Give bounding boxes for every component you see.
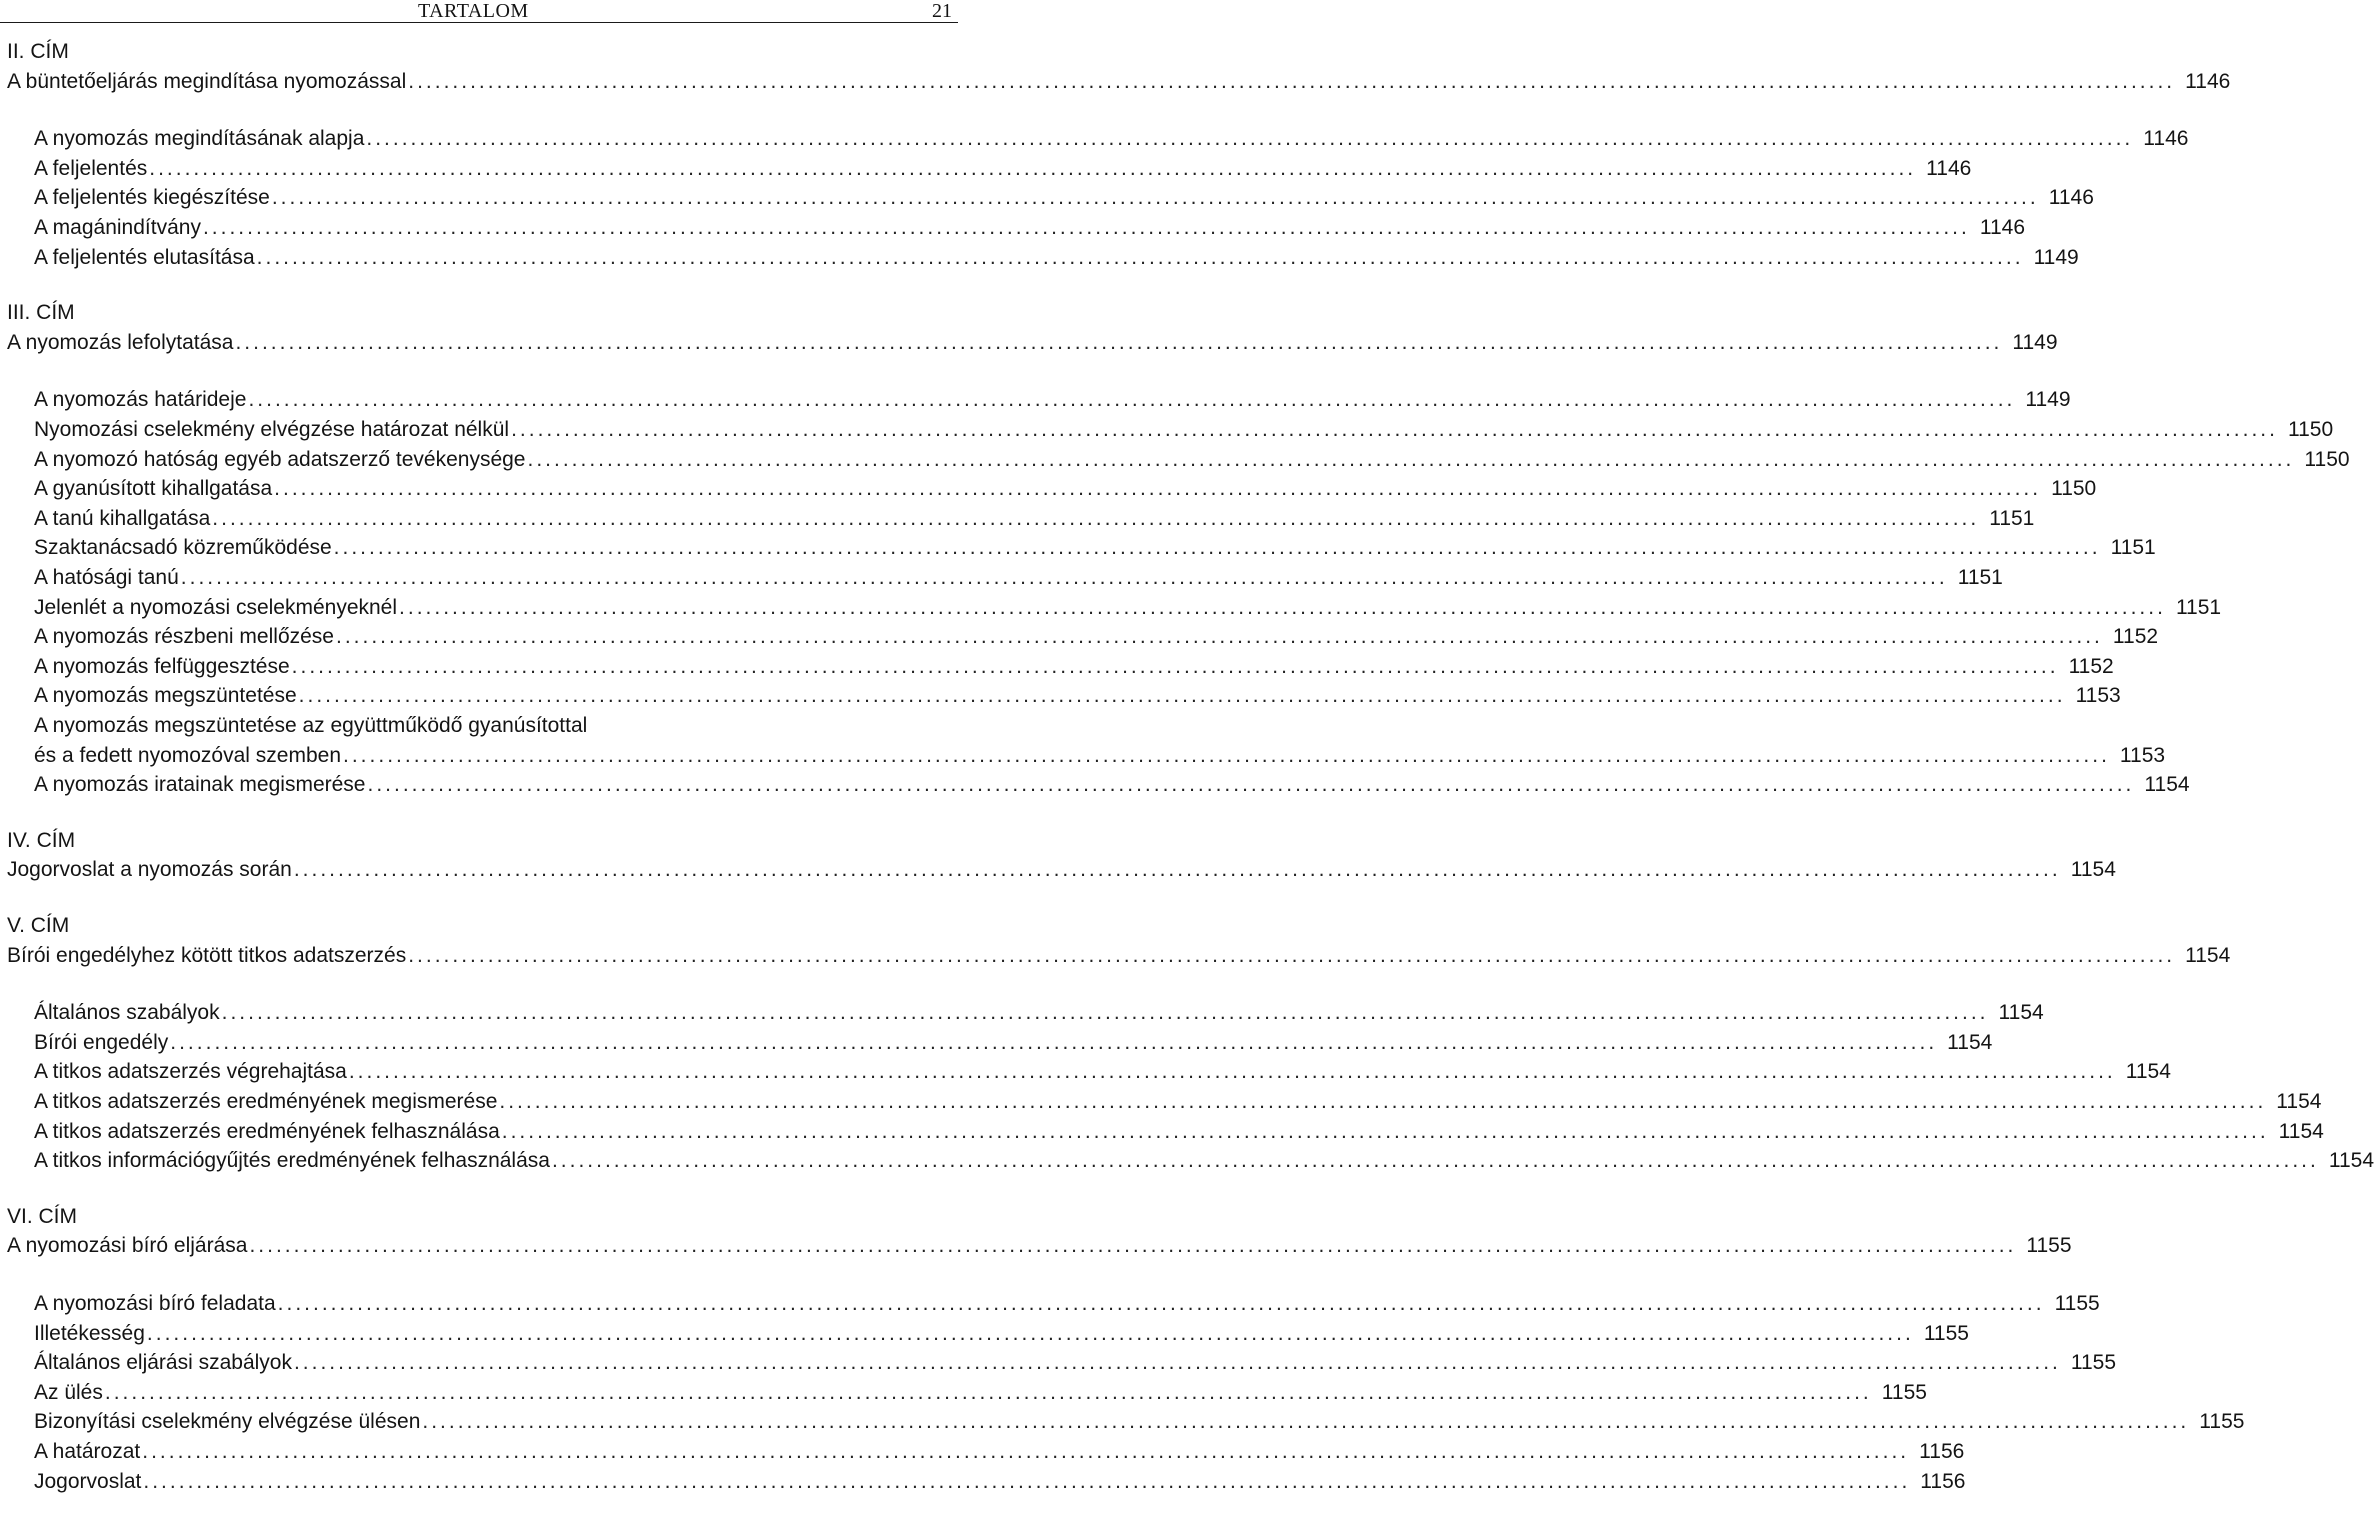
section-title bbox=[7, 855, 2116, 885]
section-title-label: A büntetőeljárás megindítása nyomozással bbox=[7, 69, 407, 93]
toc-entry-page: 1154 bbox=[2328, 1149, 2374, 1173]
toc-entry-page: 1151 bbox=[2175, 595, 2222, 619]
toc-entry bbox=[34, 213, 2026, 243]
section-title-page: 1155 bbox=[2026, 1234, 2072, 1258]
toc-entry-label: A nyomozás határideje bbox=[34, 388, 247, 412]
toc-entry bbox=[34, 533, 2156, 563]
toc-entry-label: A titkos adatszerzés végrehajtása bbox=[34, 1060, 347, 1084]
dot-leader: ........................................................................................................................................................................................................ bbox=[527, 447, 2295, 471]
toc-entry bbox=[34, 474, 2097, 504]
toc-entry bbox=[34, 711, 958, 741]
dot-leader: ........................................................................................................................................................................................................ bbox=[291, 654, 2059, 678]
toc-entry-label: A határozat bbox=[34, 1440, 141, 1463]
toc-entry-page: 1154 bbox=[1947, 1030, 1993, 1054]
section-title-page: 1154 bbox=[2070, 858, 2116, 882]
section-title-page: 1154 bbox=[2185, 943, 2231, 967]
dot-leader: ........................................................................................................................................................................................................ bbox=[366, 127, 2134, 151]
dot-leader: ........................................................................................................................................................................................................ bbox=[511, 418, 2278, 441]
toc-entry-page: 1152 bbox=[2112, 625, 2159, 649]
toc-entry bbox=[34, 1348, 2117, 1378]
toc-entry-page: 1154 bbox=[1998, 1001, 2044, 1025]
section-title-label: Jogorvoslat a nyomozás során bbox=[7, 858, 292, 882]
toc-entry-label: A nyomozás részbeni mellőzése bbox=[34, 625, 334, 649]
toc-entry-page: 1150 bbox=[2304, 447, 2350, 471]
toc-entry-page: 1146 bbox=[1979, 216, 2026, 239]
toc-entry bbox=[34, 1319, 1969, 1349]
toc-entry-page: 1155 bbox=[1881, 1380, 1927, 1404]
toc-entry bbox=[34, 652, 2114, 682]
dot-leader: ........................................................................................................................................................................................................ bbox=[249, 1234, 2017, 1258]
toc-entry-label: A nyomozási bíró feladata bbox=[34, 1292, 276, 1315]
toc-entry-label: A titkos adatszerzés eredményének felhasználása bbox=[34, 1119, 500, 1143]
toc-entry-page: 1151 bbox=[1957, 566, 2003, 589]
dot-leader: ........................................................................................................................................................................................................ bbox=[335, 625, 2103, 649]
toc-entry bbox=[34, 622, 2159, 652]
toc-entry bbox=[34, 445, 2350, 475]
toc-entry bbox=[34, 741, 2166, 771]
toc-entry-label: Az ülés bbox=[34, 1380, 103, 1404]
toc-entry-page: 1151 bbox=[2110, 536, 2156, 560]
toc-entry bbox=[34, 415, 2334, 445]
toc-entry-page: 1156 bbox=[1920, 1469, 1966, 1493]
running-header-title: TARTALOM bbox=[418, 0, 529, 22]
toc-entry-page: 1146 bbox=[2143, 127, 2189, 151]
dot-leader: ........................................................................................................................................................................................................ bbox=[333, 536, 2101, 560]
toc-entry bbox=[34, 1437, 1965, 1467]
section-title-label: A nyomozási bíró eljárása bbox=[7, 1234, 248, 1258]
toc-entry-label: és a fedett nyomozóval szemben bbox=[34, 743, 342, 767]
toc-entry-label: A nyomozó hatóság egyéb adatszerző tevékenysége bbox=[34, 447, 526, 471]
dot-leader: ........................................................................................................................................................................................................ bbox=[235, 330, 2003, 354]
toc-entry-label: A nyomozás megszüntetése bbox=[34, 684, 297, 708]
toc-entry-page: 1151 bbox=[1989, 506, 2035, 530]
toc-entry bbox=[34, 1057, 2171, 1087]
toc-entry-label: A nyomozás megszüntetése az együttműködő gyanúsítottal bbox=[34, 714, 588, 737]
toc-entry bbox=[34, 1467, 1966, 1497]
dot-leader: ........................................................................................................................................................................................................ bbox=[298, 684, 2066, 708]
section-title-label: A nyomozás lefolytatása bbox=[7, 330, 234, 354]
dot-leader: ........................................................................................................................................................................................................ bbox=[343, 743, 2110, 767]
toc-entry-label: Jogorvoslat bbox=[34, 1469, 142, 1493]
dot-leader: ........................................................................................................................................................................................................ bbox=[256, 245, 2024, 269]
toc-entry-label: A feljelentés elutasítása bbox=[34, 245, 255, 269]
toc-entry-label: Általános eljárási szabályok bbox=[34, 1351, 292, 1375]
dot-leader: ........................................................................................................................................................................................................ bbox=[408, 69, 2176, 93]
dot-leader: ........................................................................................................................................................................................................ bbox=[104, 1380, 1872, 1404]
section-heading: V. CÍM bbox=[7, 914, 70, 937]
toc-entry-page: 1154 bbox=[2278, 1119, 2324, 1143]
toc-entry bbox=[34, 1378, 1927, 1408]
dot-leader: ........................................................................................................................................................................................................ bbox=[180, 566, 1948, 589]
dot-leader: ........................................................................................................................................................................................................ bbox=[142, 1440, 1910, 1463]
dot-leader: ........................................................................................................................................................................................................ bbox=[149, 156, 1917, 180]
toc-entry bbox=[34, 1289, 2100, 1319]
toc-entry-label: Általános szabályok bbox=[34, 1001, 220, 1025]
toc-entry-page: 1155 bbox=[2199, 1410, 2245, 1434]
toc-entry-page: 1155 bbox=[2054, 1292, 2100, 1315]
dot-leader: ........................................................................................................................................................................................................ bbox=[499, 1090, 2267, 1113]
toc-entry-page: 1154 bbox=[2144, 773, 2190, 797]
toc-entry-label: Jelenlét a nyomozási cselekményeknél bbox=[34, 595, 398, 619]
dot-leader: ........................................................................................................................................................................................................ bbox=[293, 858, 2061, 882]
section-title-label: Bírói engedélyhez kötött titkos adatszerzés bbox=[7, 943, 407, 967]
dot-leader: ........................................................................................................................................................................................................ bbox=[170, 1030, 1938, 1054]
toc-entry-page: 1150 bbox=[2287, 418, 2334, 441]
toc-entry bbox=[34, 183, 2094, 213]
toc-entry-label: Bizonyítási cselekmény elvégzése ülésen bbox=[34, 1410, 421, 1434]
toc-entry-label: A titkos adatszerzés eredményének megismerése bbox=[34, 1090, 498, 1113]
dot-leader: ........................................................................................................................................................................................................ bbox=[212, 506, 1980, 530]
toc-entry-page: 1146 bbox=[2048, 186, 2094, 210]
section-heading: III. CÍM bbox=[7, 301, 75, 325]
dot-leader: ........................................................................................................................................................................................................ bbox=[143, 1469, 1911, 1493]
dot-leader: ........................................................................................................................................................................................................ bbox=[367, 773, 2135, 797]
toc-entry bbox=[34, 1028, 1993, 1058]
dot-leader: ........................................................................................................................................................................................................ bbox=[277, 1292, 2045, 1315]
toc-entry-page: 1154 bbox=[2276, 1090, 2322, 1113]
toc-entry-page: 1155 bbox=[1923, 1321, 1969, 1345]
toc-entry-label: A hatósági tanú bbox=[34, 566, 179, 589]
dot-leader: ........................................................................................................................................................................................................ bbox=[422, 1410, 2190, 1434]
toc-entry-page: 1155 bbox=[2070, 1351, 2117, 1375]
section-title bbox=[7, 1231, 2072, 1261]
dot-leader: ........................................................................................................................................................................................................ bbox=[274, 477, 2042, 501]
toc-entry-label: A nyomozás megindításának alapja bbox=[34, 127, 365, 151]
section-title-page: 1146 bbox=[2185, 69, 2231, 93]
toc-entry bbox=[34, 1407, 2245, 1437]
section-title bbox=[7, 67, 2231, 97]
toc-entry bbox=[34, 563, 2003, 593]
toc-entry-page: 1152 bbox=[2068, 654, 2114, 678]
dot-leader: ........................................................................................................................................................................................................ bbox=[501, 1119, 2269, 1143]
dot-leader: ........................................................................................................................................................................................................ bbox=[146, 1321, 1914, 1345]
section-heading: IV. CÍM bbox=[7, 828, 76, 852]
dot-leader: ........................................................................................................................................................................................................ bbox=[271, 186, 2039, 210]
dot-leader: ........................................................................................................................................................................................................ bbox=[221, 1001, 1989, 1025]
toc-entry-label: A gyanúsított kihallgatása bbox=[34, 477, 273, 501]
toc-entry-page: 1149 bbox=[2025, 388, 2071, 412]
section-title bbox=[7, 941, 2231, 971]
toc-entry-page: 1150 bbox=[2051, 477, 2097, 501]
toc-entry-label: A nyomozás felfüggesztése bbox=[34, 654, 290, 678]
toc-entry-label: Illetékesség bbox=[34, 1321, 145, 1345]
toc-entry bbox=[34, 1117, 2324, 1147]
toc-entry-page: 1156 bbox=[1919, 1440, 1965, 1463]
toc-entry bbox=[34, 770, 2190, 800]
toc-entry-page: 1153 bbox=[2119, 743, 2166, 767]
toc-entry bbox=[34, 593, 2222, 623]
dot-leader: ........................................................................................................................................................................................................ bbox=[408, 943, 2176, 967]
dot-leader: ........................................................................................................................................................................................................ bbox=[551, 1149, 2319, 1173]
toc-entry-label: A feljelentés kiegészítése bbox=[34, 186, 270, 210]
toc-entry bbox=[34, 124, 2189, 154]
dot-leader: ........................................................................................................................................................................................................ bbox=[293, 1351, 2061, 1375]
toc-entry-page: 1154 bbox=[2125, 1060, 2171, 1084]
toc-entry-label: A nyomozás iratainak megismerése bbox=[34, 773, 366, 797]
toc-entry-label: A magánindítvány bbox=[34, 216, 201, 239]
toc-entry bbox=[34, 681, 2121, 711]
section-heading: VI. CÍM bbox=[7, 1204, 78, 1228]
page-number: 21 bbox=[932, 0, 952, 22]
toc-entry-label: A titkos információgyűjtés eredményének felhasználása bbox=[34, 1149, 550, 1173]
toc-entry-label: Nyomozási cselekmény elvégzése határozat nélkül bbox=[34, 418, 510, 441]
toc-entry bbox=[34, 154, 1972, 184]
toc-entry-page: 1149 bbox=[2033, 245, 2079, 269]
dot-leader: ........................................................................................................................................................................................................ bbox=[202, 216, 1970, 239]
section-title-page: 1149 bbox=[2012, 330, 2058, 354]
toc-entry bbox=[34, 385, 2071, 415]
toc-entry-label: Bírói engedély bbox=[34, 1030, 169, 1054]
toc-entry-page: 1153 bbox=[2075, 684, 2121, 708]
toc-entry bbox=[34, 504, 2035, 534]
toc-entry-label: A feljelentés bbox=[34, 156, 148, 180]
toc-entry bbox=[34, 1146, 2374, 1176]
toc-entry bbox=[34, 1087, 2322, 1117]
toc-entry bbox=[34, 998, 2044, 1028]
dot-leader: ........................................................................................................................................................................................................ bbox=[348, 1060, 2116, 1084]
toc-entry-label: Szaktanácsadó közreműködése bbox=[34, 536, 332, 560]
toc-entry bbox=[34, 243, 2079, 273]
dot-leader: ........................................................................................................................................................................................................ bbox=[399, 595, 2166, 619]
toc-entry-page: 1146 bbox=[1926, 156, 1972, 180]
section-heading: II. CÍM bbox=[7, 40, 69, 63]
toc-entry-label: A tanú kihallgatása bbox=[34, 506, 211, 530]
section-title bbox=[7, 328, 2058, 358]
dot-leader: ........................................................................................................................................................................................................ bbox=[248, 388, 2016, 412]
